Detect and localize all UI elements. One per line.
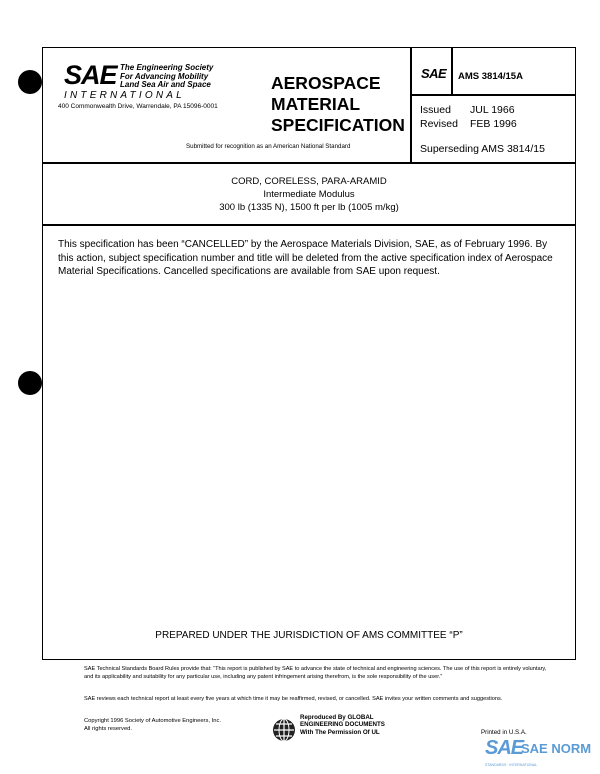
submitted-note: Submitted for recognition as an American National Standard	[186, 143, 351, 150]
repro-line: ENGINEERING DOCUMENTS	[300, 721, 385, 729]
document-title	[271, 73, 405, 136]
title-line: AEROSPACE	[271, 73, 381, 93]
sae-small-logo: SAE	[421, 66, 447, 81]
issued-label: Issued	[420, 104, 451, 116]
subject-line-3: 300 lb (1335 N), 1500 ft per lb (1005 m/kg)	[219, 202, 399, 213]
title-line: MATERIAL	[271, 94, 361, 114]
sae-norm-watermark	[485, 737, 592, 767]
punch-hole-top	[18, 70, 42, 94]
punch-hole-middle	[18, 371, 42, 395]
tagline-line: For Advancing Mobility	[120, 71, 209, 81]
ams-box-bottom	[410, 94, 576, 96]
revised-label: Revised	[420, 118, 458, 130]
header-vertical-divider	[410, 47, 412, 163]
reproduction-notice	[300, 714, 385, 736]
subject-divider	[42, 224, 576, 226]
watermark-subtext: STANDARDS · INTERNATIONAL	[485, 763, 538, 767]
address: 400 Commonwealth Drive, Warrendale, PA 15096-0001	[58, 103, 218, 110]
prepared-under-statement: PREPARED UNDER THE JURISDICTION OF AMS COMMITTEE “P”	[155, 630, 463, 641]
subject-line-2: Intermediate Modulus	[263, 189, 355, 200]
copyright-line: Copyright 1996 Society of Automotive Engineers, Inc.	[84, 718, 221, 724]
cancellation-paragraph: This specification has been “CANCELLED” by the Aerospace Materials Division, SAE, as of February 1996. By this action, subject specification number and title will be deleted from the active specification index of Aerospace Material Specifications. Cancelled specifications are available from SAE upon request.	[58, 239, 553, 277]
document-frame	[42, 47, 576, 660]
watermark-text: SAE NORM	[521, 741, 592, 756]
copyright	[84, 718, 221, 733]
review-text: SAE reviews each technical report at least every five years at which time it may be reaffirmed, revised, or cancelled. SAE invites your written comments and suggestions.	[84, 696, 503, 702]
international-text: INTERNATIONAL	[64, 90, 185, 101]
revised-value: FEB 1996	[470, 118, 517, 130]
ams-box-divider	[451, 47, 453, 95]
globe-icon	[272, 718, 296, 742]
copyright-line: All rights reserved.	[84, 725, 133, 732]
printed-in: Printed in U.S.A.	[481, 729, 527, 736]
subject-line-1: CORD, CORELESS, PARA-ARAMID	[231, 176, 387, 187]
issued-value: JUL 1966	[470, 104, 515, 116]
repro-line: With The Permission Of UL	[300, 728, 380, 736]
repro-line: Reproduced By GLOBAL	[300, 714, 374, 721]
header-divider	[42, 162, 576, 164]
tagline-line: Land Sea Air and Space	[120, 80, 211, 90]
tagline-line: The Engineering Society	[120, 63, 214, 72]
board-rules-text: SAE Technical Standards Board Rules provide that: “This report is published by SAE to advance the state of technical and engineering sciences. The use of this report is entirely voluntary, and its applicability and suitability for any particular use, including any patent infringement arising therefrom, is the sole responsibility of the user.”	[84, 666, 547, 680]
sae-logo-text: SAE	[64, 60, 117, 90]
superseding-note: Superseding AMS 3814/15	[420, 143, 545, 155]
sae-tagline	[120, 64, 270, 90]
watermark-logo: SAE	[485, 737, 524, 759]
title-line: SPECIFICATION	[271, 115, 405, 135]
ams-number: AMS 3814/15A	[458, 71, 523, 82]
